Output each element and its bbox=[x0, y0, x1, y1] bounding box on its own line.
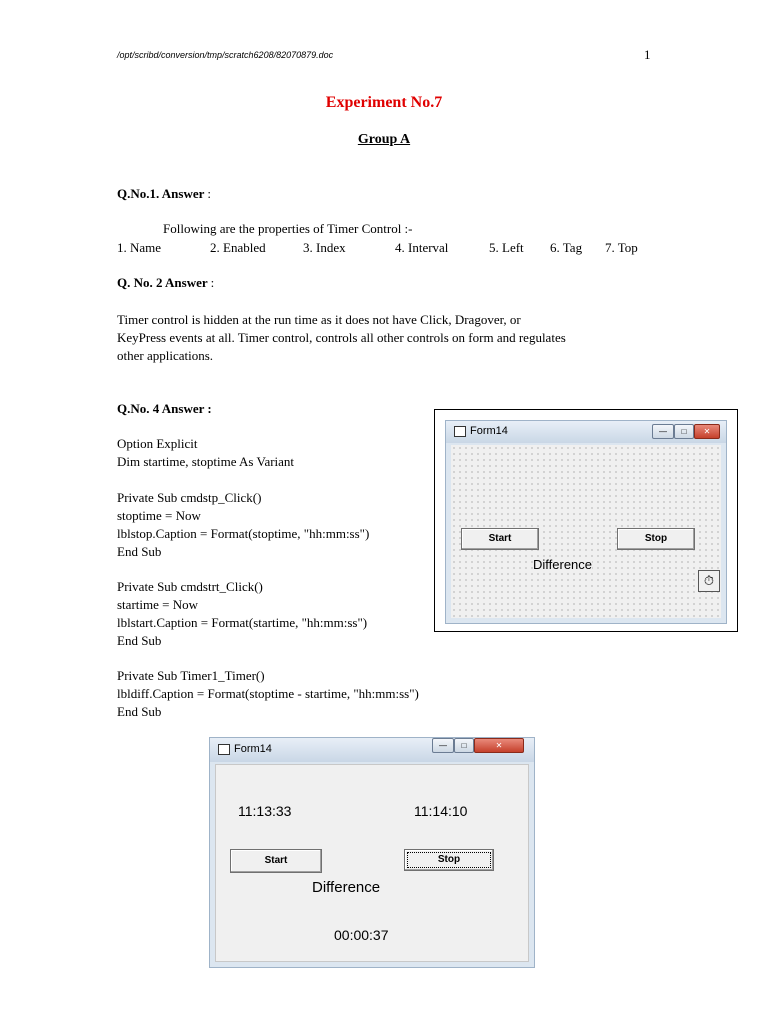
q2-line: other applications. bbox=[117, 348, 214, 363]
difference-label: Difference bbox=[312, 879, 381, 896]
form-icon bbox=[218, 744, 230, 755]
code-line: stoptime = Now bbox=[117, 508, 201, 523]
property-item: 2. Enabled bbox=[210, 240, 266, 255]
stopwatch-icon: ⏱ bbox=[698, 570, 720, 592]
run-form-window bbox=[209, 737, 535, 968]
code-line: End Sub bbox=[117, 704, 162, 719]
design-form-window bbox=[445, 420, 727, 624]
q2-label: Q. No. 2 Answer bbox=[117, 275, 208, 290]
maximize-icon: □ bbox=[454, 738, 474, 753]
start-button[interactable]: Start bbox=[230, 849, 322, 873]
q2-suffix: : bbox=[210, 275, 215, 290]
stop-time-label: 11:14:10 bbox=[414, 803, 468, 819]
code-line: End Sub bbox=[117, 544, 162, 559]
q2-heading bbox=[117, 275, 214, 291]
group-heading: Group A bbox=[357, 132, 411, 147]
property-item: 3. Index bbox=[303, 240, 346, 255]
code-line: Dim startime, stoptime As Variant bbox=[117, 454, 295, 469]
q1-intro: Following are the properties of Timer Control :- bbox=[163, 221, 413, 236]
design-form-titlebar bbox=[446, 421, 726, 443]
q1-heading bbox=[117, 186, 211, 202]
form-icon bbox=[454, 426, 466, 437]
close-icon: ✕ bbox=[694, 424, 720, 439]
property-item: 1. Name bbox=[117, 240, 162, 255]
code-line: Option Explicit bbox=[117, 436, 198, 451]
run-form-title: Form14 bbox=[234, 743, 272, 755]
experiment-title: Experiment No.7 bbox=[325, 94, 443, 111]
code-line: lbldiff.Caption = Format(stoptime - startime, "hh:mm:ss") bbox=[117, 686, 419, 701]
run-form-titlebar bbox=[210, 738, 534, 762]
code-line: Private Sub cmdstrt_Click() bbox=[117, 579, 263, 594]
start-time-label: 11:13:33 bbox=[238, 803, 292, 819]
run-form-client bbox=[215, 764, 529, 962]
q2-line: Timer control is hidden at the run time as it does not have Click, Dragover, or bbox=[117, 312, 521, 327]
property-item: 7. Top bbox=[605, 240, 638, 255]
minimize-icon: — bbox=[652, 424, 674, 439]
design-form-screenshot bbox=[434, 409, 738, 632]
property-item: 6. Tag bbox=[550, 240, 583, 255]
design-form-title: Form14 bbox=[470, 425, 508, 437]
code-line: Private Sub cmdstp_Click() bbox=[117, 490, 262, 505]
code-line: lblstart.Caption = Format(startime, "hh:mm:ss") bbox=[117, 615, 368, 630]
q1-label: Q.No.1. Answer bbox=[117, 186, 205, 201]
code-line: startime = Now bbox=[117, 597, 198, 612]
design-difference-label: Difference bbox=[533, 557, 593, 572]
design-start-button: Start bbox=[461, 528, 539, 550]
property-item: 4. Interval bbox=[395, 240, 449, 255]
minimize-icon: — bbox=[432, 738, 454, 753]
code-line: Private Sub Timer1_Timer() bbox=[117, 668, 265, 683]
property-item: 5. Left bbox=[489, 240, 524, 255]
design-stop-button: Stop bbox=[617, 528, 695, 550]
page-number: 1 bbox=[644, 47, 651, 62]
code-line: End Sub bbox=[117, 633, 162, 648]
stop-button[interactable]: Stop bbox=[404, 849, 494, 871]
q1-suffix: : bbox=[207, 186, 212, 201]
q4-heading: Q.No. 4 Answer : bbox=[117, 401, 212, 416]
difference-value: 00:00:37 bbox=[334, 927, 389, 943]
design-form-grid bbox=[451, 445, 721, 618]
close-icon: ✕ bbox=[474, 738, 524, 753]
code-line: lblstop.Caption = Format(stoptime, "hh:mm:ss") bbox=[117, 526, 370, 541]
document-path: /opt/scribd/conversion/tmp/scratch6208/82070879.doc bbox=[117, 50, 334, 60]
q2-line: KeyPress events at all. Timer control, controls all other controls on form and regulates bbox=[117, 330, 566, 345]
maximize-icon: □ bbox=[674, 424, 694, 439]
